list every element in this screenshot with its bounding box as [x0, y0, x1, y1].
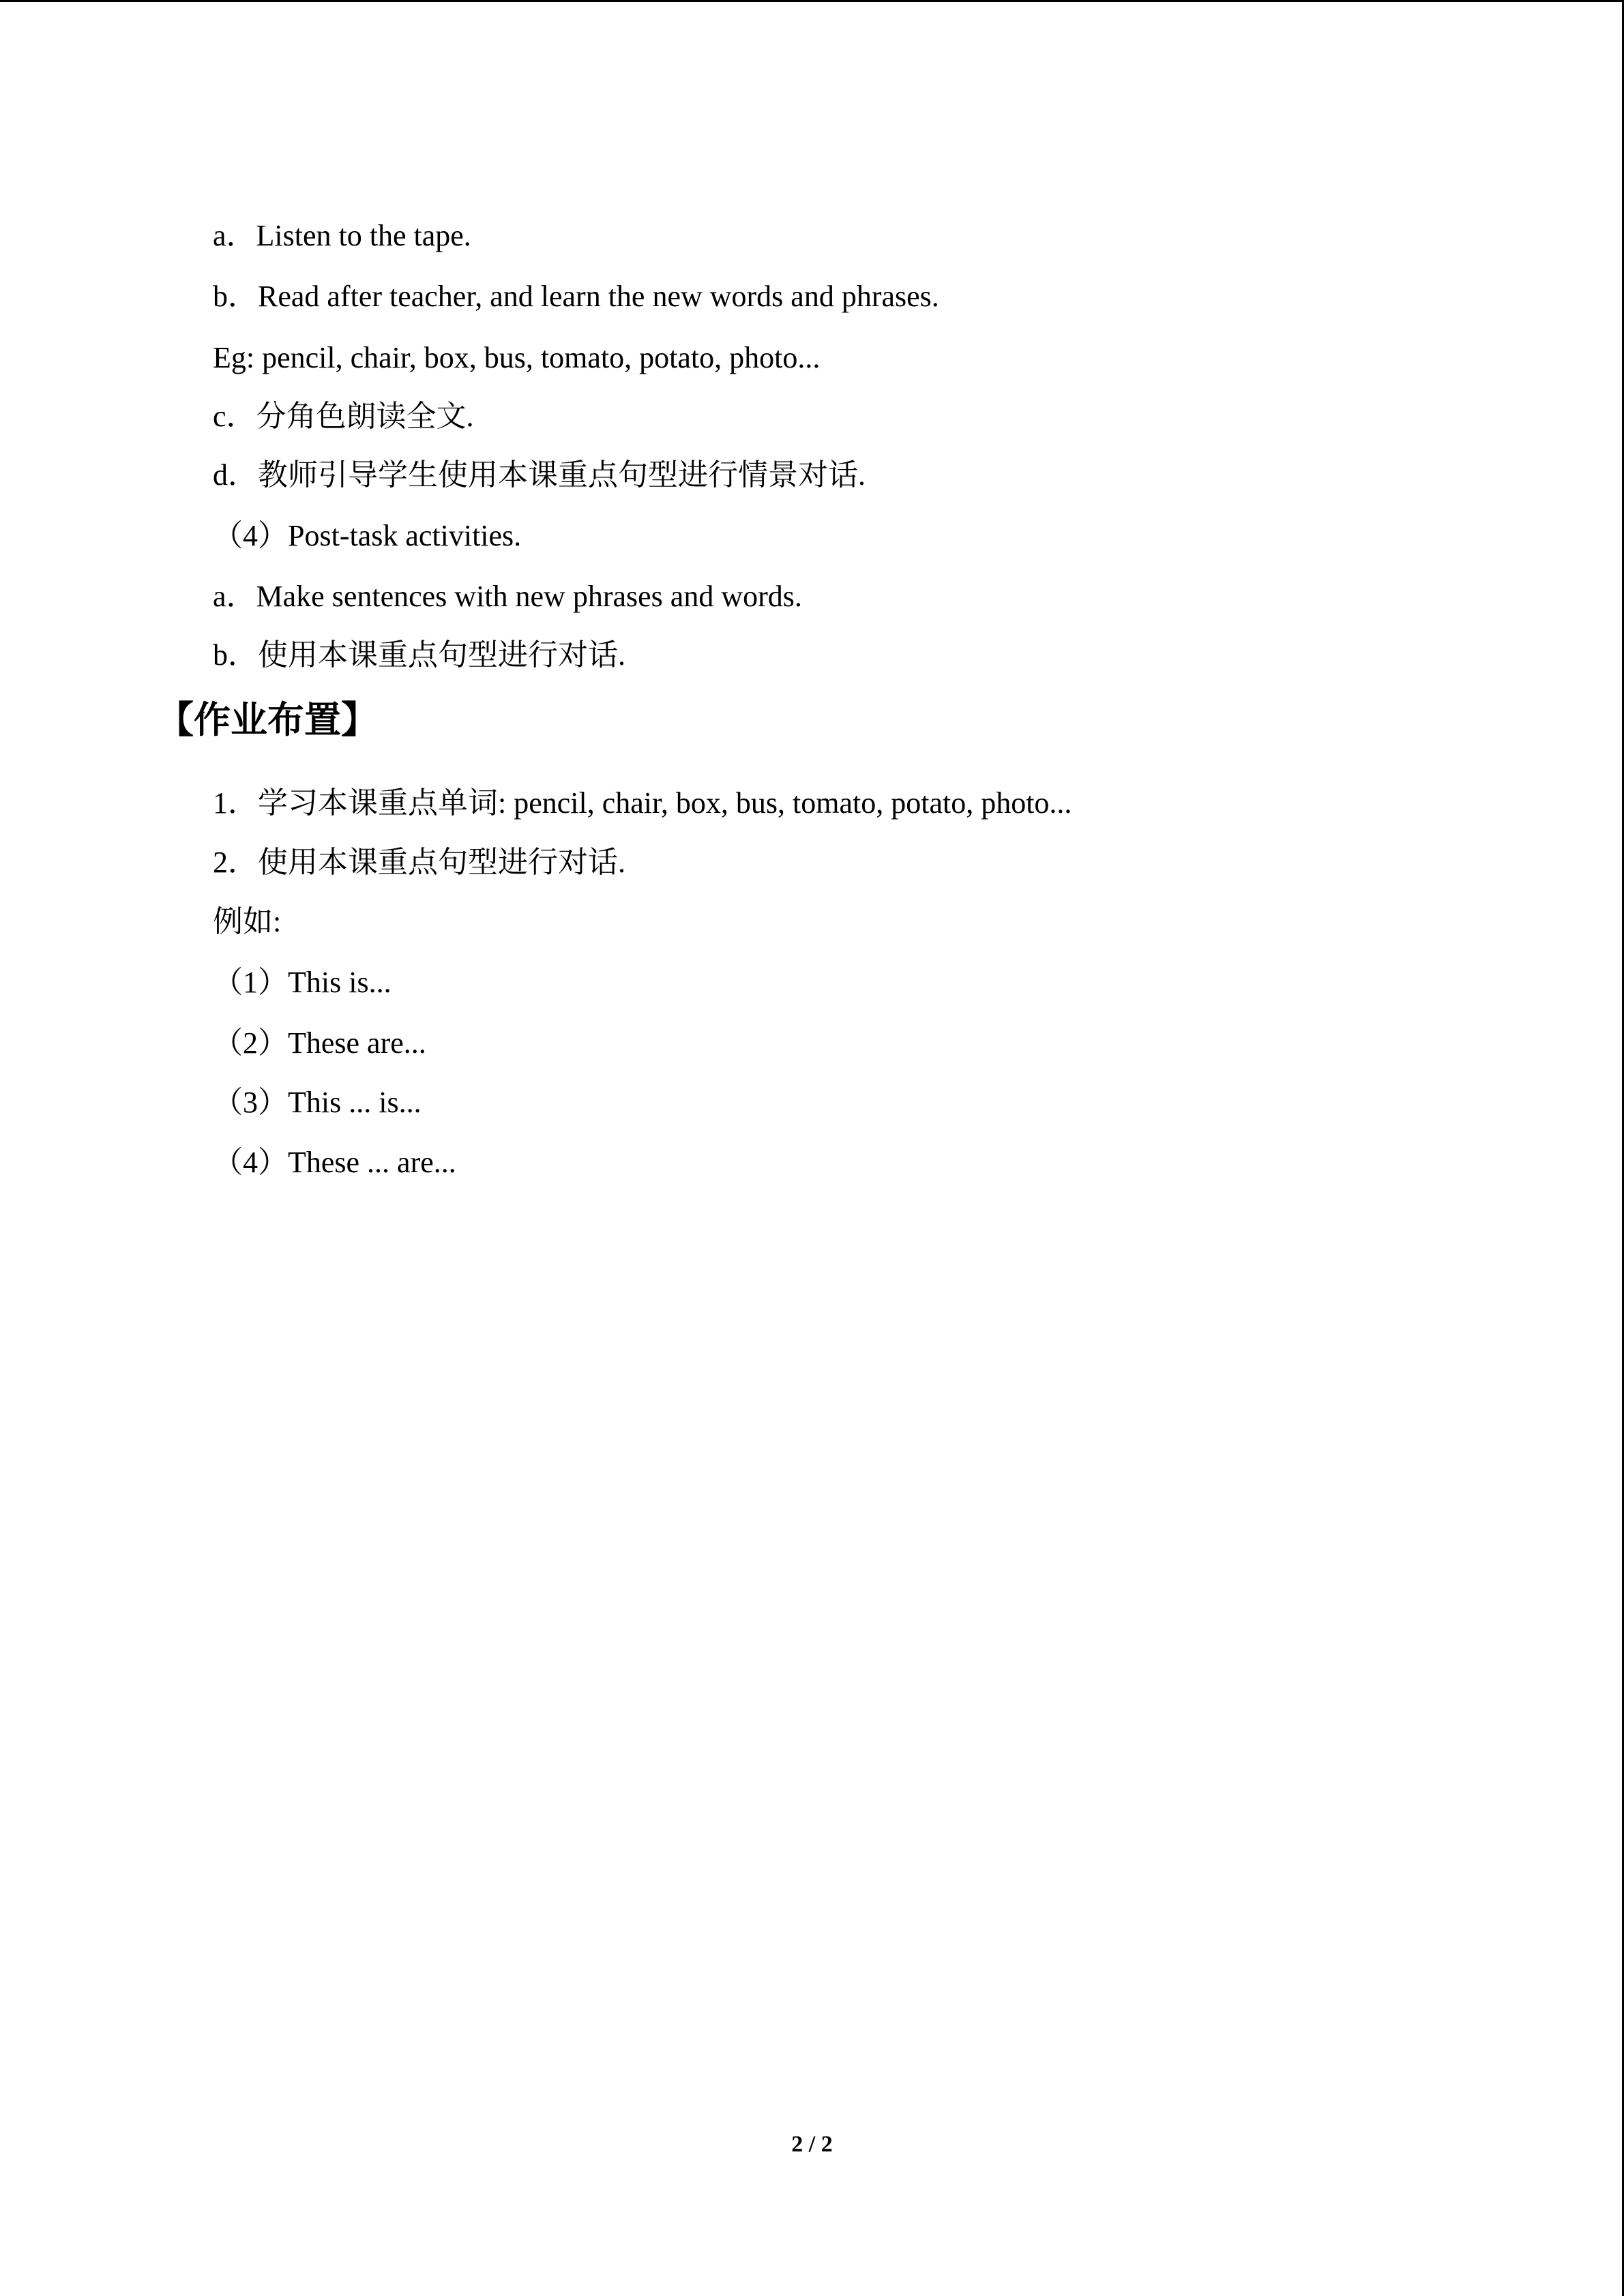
homework-example-2: （2）These are...: [213, 1026, 426, 1060]
step-d-dialogue: d．教师引导学生使用本课重点句型进行情景对话.: [213, 458, 866, 492]
homework-item-1: 1．学习本课重点单词: pencil, chair, box, bus, tomato, potato, photo...: [213, 786, 1072, 820]
homework-item-2: 2．使用本课重点句型进行对话.: [213, 846, 625, 879]
step-c-role-read: c．分角色朗读全文.: [213, 400, 474, 433]
step-b-read: b．Read after teacher, and learn the new words and phrases.: [213, 280, 939, 313]
homework-example-3: （3）This ... is...: [213, 1086, 422, 1119]
homework-example-label: 例如:: [213, 905, 282, 938]
step-a-listen: a．Listen to the tape.: [213, 219, 471, 252]
homework-example-4: （4）These ... are...: [213, 1146, 456, 1179]
homework-example-1: （1）This is...: [213, 966, 392, 999]
homework-heading: 【作业布置】: [157, 698, 378, 741]
post-task-heading: （4）Post-task activities.: [213, 519, 522, 552]
example-words: Eg: pencil, chair, box, bus, tomato, potato, photo...: [213, 341, 821, 374]
post-task-b: b．使用本课重点句型进行对话.: [213, 638, 625, 672]
post-task-a: a．Make sentences with new phrases and words.: [213, 580, 802, 613]
page-number: 2 / 2: [791, 2132, 833, 2157]
